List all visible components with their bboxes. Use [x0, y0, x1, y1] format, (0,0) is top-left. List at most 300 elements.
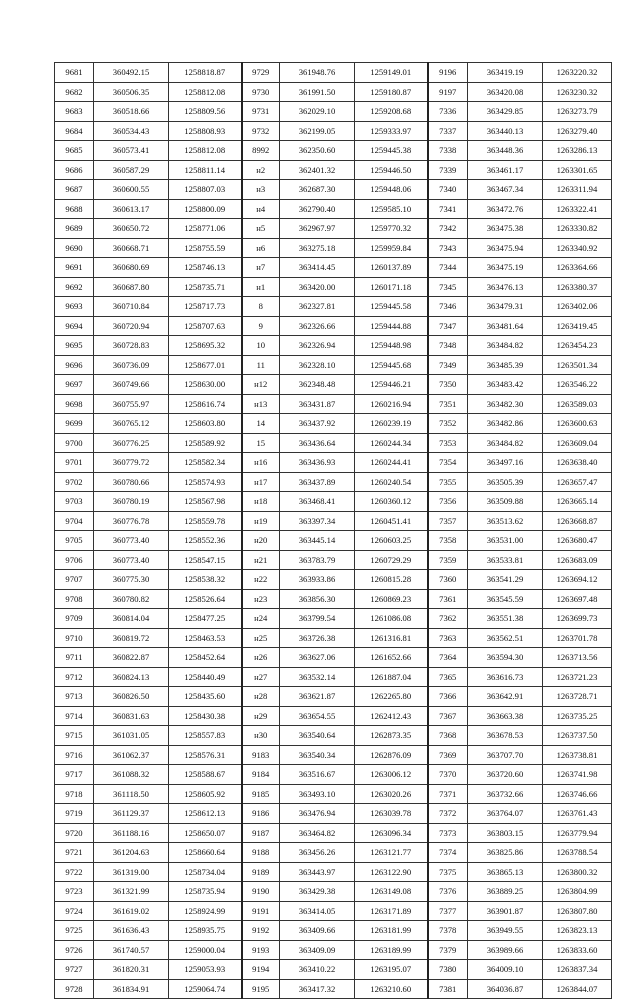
y-coordinate-cell-group1: 1258603.80 [169, 414, 242, 434]
x-coordinate-cell-group2: 363410.22 [280, 960, 355, 980]
y-coordinate-cell-group1: 1258735.71 [169, 277, 242, 297]
y-coordinate-cell-group2: 1259444.88 [355, 316, 428, 336]
table-row [55, 609, 612, 629]
point-number-cell-group2: 9183 [242, 745, 280, 765]
x-coordinate-cell-group1: 360822.87 [94, 648, 169, 668]
y-coordinate-cell-group3: 1263230.32 [543, 82, 612, 102]
x-coordinate-cell-group1: 360780.66 [94, 472, 169, 492]
x-coordinate-cell-group1: 360819.72 [94, 628, 169, 648]
x-coordinate-cell-group3: 363545.59 [468, 589, 543, 609]
point-number-cell-group3: 7343 [428, 238, 468, 258]
x-coordinate-cell-group2: 362327.81 [280, 297, 355, 317]
point-number-cell-group3: 7339 [428, 160, 468, 180]
table-row [55, 199, 612, 219]
point-number-cell-group3: 7348 [428, 336, 468, 356]
point-number-cell-group3: 7361 [428, 589, 468, 609]
x-coordinate-cell-group3: 363479.31 [468, 297, 543, 317]
y-coordinate-cell-group2: 1263171.89 [355, 901, 428, 921]
x-coordinate-cell-group2: 363783.79 [280, 550, 355, 570]
y-coordinate-cell-group1: 1258735.94 [169, 882, 242, 902]
x-coordinate-cell-group3: 363448.36 [468, 141, 543, 161]
point-number-cell-group3: 7371 [428, 784, 468, 804]
table-row [55, 589, 612, 609]
x-coordinate-cell-group1: 360720.94 [94, 316, 169, 336]
point-number-cell-group1: 9707 [55, 570, 94, 590]
y-coordinate-cell-group1: 1259064.74 [169, 979, 242, 999]
point-number-cell-group1: 9682 [55, 82, 94, 102]
y-coordinate-cell-group1: 1258526.64 [169, 589, 242, 609]
x-coordinate-cell-group1: 360613.17 [94, 199, 169, 219]
point-number-cell-group3: 7351 [428, 394, 468, 414]
y-coordinate-cell-group2: 1263149.08 [355, 882, 428, 902]
y-coordinate-cell-group1: 1258755.59 [169, 238, 242, 258]
x-coordinate-cell-group1: 360780.19 [94, 492, 169, 512]
point-number-cell-group3: 7358 [428, 531, 468, 551]
y-coordinate-cell-group2: 1260603.25 [355, 531, 428, 551]
table-row [55, 414, 612, 434]
table-row [55, 492, 612, 512]
x-coordinate-cell-group2: 361948.76 [280, 63, 355, 83]
x-coordinate-cell-group3: 363562.51 [468, 628, 543, 648]
table-row [55, 862, 612, 882]
point-number-cell-group3: 7381 [428, 979, 468, 999]
point-number-cell-group3: 7380 [428, 960, 468, 980]
point-number-cell-group2: н2 [242, 160, 280, 180]
y-coordinate-cell-group1: 1258588.67 [169, 765, 242, 785]
x-coordinate-cell-group3: 363989.66 [468, 940, 543, 960]
point-number-cell-group1: 9709 [55, 609, 94, 629]
table-row [55, 843, 612, 863]
point-number-cell-group2: 9729 [242, 63, 280, 83]
point-number-cell-group3: 7354 [428, 453, 468, 473]
point-number-cell-group2: 10 [242, 336, 280, 356]
table-row [55, 102, 612, 122]
x-coordinate-cell-group2: 363414.45 [280, 258, 355, 278]
y-coordinate-cell-group2: 1259445.58 [355, 297, 428, 317]
y-coordinate-cell-group1: 1258557.83 [169, 726, 242, 746]
table-row [55, 258, 612, 278]
x-coordinate-cell-group1: 360765.12 [94, 414, 169, 434]
point-number-cell-group1: 9687 [55, 180, 94, 200]
point-number-cell-group1: 9721 [55, 843, 94, 863]
y-coordinate-cell-group3: 1263546.22 [543, 375, 612, 395]
y-coordinate-cell-group3: 1263738.81 [543, 745, 612, 765]
point-number-cell-group1: 9699 [55, 414, 94, 434]
x-coordinate-cell-group1: 360814.04 [94, 609, 169, 629]
table-row [55, 316, 612, 336]
table-row [55, 355, 612, 375]
x-coordinate-cell-group1: 361118.50 [94, 784, 169, 804]
y-coordinate-cell-group3: 1263419.45 [543, 316, 612, 336]
point-number-cell-group3: 7345 [428, 277, 468, 297]
point-number-cell-group2: 8 [242, 297, 280, 317]
y-coordinate-cell-group2: 1262412.43 [355, 706, 428, 726]
y-coordinate-cell-group2: 1263122.90 [355, 862, 428, 882]
y-coordinate-cell-group2: 1259208.68 [355, 102, 428, 122]
y-coordinate-cell-group2: 1261887.04 [355, 667, 428, 687]
y-coordinate-cell-group3: 1263501.34 [543, 355, 612, 375]
point-number-cell-group3: 7372 [428, 804, 468, 824]
y-coordinate-cell-group1: 1258574.93 [169, 472, 242, 492]
y-coordinate-cell-group3: 1263823.13 [543, 921, 612, 941]
x-coordinate-cell-group3: 363707.70 [468, 745, 543, 765]
y-coordinate-cell-group3: 1263741.98 [543, 765, 612, 785]
y-coordinate-cell-group3: 1263322.41 [543, 199, 612, 219]
point-number-cell-group1: 9723 [55, 882, 94, 902]
y-coordinate-cell-group1: 1258717.73 [169, 297, 242, 317]
y-coordinate-cell-group3: 1263800.32 [543, 862, 612, 882]
y-coordinate-cell-group3: 1263721.23 [543, 667, 612, 687]
point-number-cell-group2: 9185 [242, 784, 280, 804]
y-coordinate-cell-group3: 1263683.09 [543, 550, 612, 570]
point-number-cell-group3: 7346 [428, 297, 468, 317]
y-coordinate-cell-group2: 1262876.09 [355, 745, 428, 765]
table-row [55, 238, 612, 258]
point-number-cell-group3: 7350 [428, 375, 468, 395]
y-coordinate-cell-group1: 1258924.99 [169, 901, 242, 921]
table-row [55, 804, 612, 824]
table-row [55, 336, 612, 356]
x-coordinate-cell-group2: 362790.40 [280, 199, 355, 219]
point-number-cell-group3: 7356 [428, 492, 468, 512]
y-coordinate-cell-group2: 1259445.38 [355, 141, 428, 161]
point-number-cell-group2: 9192 [242, 921, 280, 941]
point-number-cell-group1: 9700 [55, 433, 94, 453]
x-coordinate-cell-group3: 363732.66 [468, 784, 543, 804]
point-number-cell-group1: 9720 [55, 823, 94, 843]
x-coordinate-cell-group1: 360779.72 [94, 453, 169, 473]
point-number-cell-group2: н23 [242, 589, 280, 609]
x-coordinate-cell-group1: 360680.69 [94, 258, 169, 278]
y-coordinate-cell-group2: 1259585.10 [355, 199, 428, 219]
x-coordinate-cell-group3: 363485.39 [468, 355, 543, 375]
x-coordinate-cell-group2: 363436.93 [280, 453, 355, 473]
y-coordinate-cell-group1: 1258547.15 [169, 550, 242, 570]
x-coordinate-cell-group1: 360492.15 [94, 63, 169, 83]
y-coordinate-cell-group1: 1258677.01 [169, 355, 242, 375]
y-coordinate-cell-group1: 1258935.75 [169, 921, 242, 941]
x-coordinate-cell-group2: 363476.94 [280, 804, 355, 824]
point-number-cell-group3: 7377 [428, 901, 468, 921]
point-number-cell-group3: 7347 [428, 316, 468, 336]
point-number-cell-group2: н6 [242, 238, 280, 258]
point-number-cell-group2: н24 [242, 609, 280, 629]
table-row [55, 570, 612, 590]
point-number-cell-group3: 7374 [428, 843, 468, 863]
point-number-cell-group3: 7368 [428, 726, 468, 746]
point-number-cell-group1: 9696 [55, 355, 94, 375]
y-coordinate-cell-group3: 1263665.14 [543, 492, 612, 512]
point-number-cell-group3: 7366 [428, 687, 468, 707]
x-coordinate-cell-group1: 361321.99 [94, 882, 169, 902]
point-number-cell-group3: 7341 [428, 199, 468, 219]
y-coordinate-cell-group2: 1259333.97 [355, 121, 428, 141]
x-coordinate-cell-group2: 363464.82 [280, 823, 355, 843]
y-coordinate-cell-group3: 1263779.94 [543, 823, 612, 843]
point-number-cell-group3: 7352 [428, 414, 468, 434]
x-coordinate-cell-group1: 360668.71 [94, 238, 169, 258]
point-number-cell-group3: 7376 [428, 882, 468, 902]
y-coordinate-cell-group1: 1258800.09 [169, 199, 242, 219]
coordinates-table [54, 62, 612, 999]
x-coordinate-cell-group2: 363275.18 [280, 238, 355, 258]
point-number-cell-group1: 9706 [55, 550, 94, 570]
y-coordinate-cell-group2: 1261316.81 [355, 628, 428, 648]
y-coordinate-cell-group2: 1260729.29 [355, 550, 428, 570]
x-coordinate-cell-group1: 360749.66 [94, 375, 169, 395]
point-number-cell-group2: 9193 [242, 940, 280, 960]
point-number-cell-group1: 9711 [55, 648, 94, 668]
x-coordinate-cell-group1: 360755.97 [94, 394, 169, 414]
y-coordinate-cell-group3: 1263713.56 [543, 648, 612, 668]
x-coordinate-cell-group2: 363420.00 [280, 277, 355, 297]
x-coordinate-cell-group2: 362401.32 [280, 160, 355, 180]
point-number-cell-group1: 9694 [55, 316, 94, 336]
point-number-cell-group1: 9713 [55, 687, 94, 707]
x-coordinate-cell-group1: 360776.25 [94, 433, 169, 453]
x-coordinate-cell-group2: 363409.09 [280, 940, 355, 960]
table-row [55, 82, 612, 102]
y-coordinate-cell-group2: 1263189.99 [355, 940, 428, 960]
point-number-cell-group2: 9191 [242, 901, 280, 921]
y-coordinate-cell-group1: 1258811.14 [169, 160, 242, 180]
y-coordinate-cell-group3: 1263657.47 [543, 472, 612, 492]
point-number-cell-group2: 9186 [242, 804, 280, 824]
table-row [55, 882, 612, 902]
y-coordinate-cell-group1: 1258616.74 [169, 394, 242, 414]
y-coordinate-cell-group1: 1258477.25 [169, 609, 242, 629]
table-row [55, 940, 612, 960]
y-coordinate-cell-group2: 1260171.18 [355, 277, 428, 297]
x-coordinate-cell-group1: 361619.02 [94, 901, 169, 921]
x-coordinate-cell-group1: 360776.78 [94, 511, 169, 531]
point-number-cell-group1: 9715 [55, 726, 94, 746]
y-coordinate-cell-group2: 1260815.28 [355, 570, 428, 590]
x-coordinate-cell-group2: 363532.14 [280, 667, 355, 687]
point-number-cell-group1: 9717 [55, 765, 94, 785]
point-number-cell-group3: 7369 [428, 745, 468, 765]
point-number-cell-group1: 9727 [55, 960, 94, 980]
table-row [55, 628, 612, 648]
point-number-cell-group2: 9194 [242, 960, 280, 980]
x-coordinate-cell-group1: 361062.37 [94, 745, 169, 765]
y-coordinate-cell-group2: 1263181.99 [355, 921, 428, 941]
point-number-cell-group1: 9722 [55, 862, 94, 882]
y-coordinate-cell-group3: 1263788.54 [543, 843, 612, 863]
y-coordinate-cell-group2: 1263096.34 [355, 823, 428, 843]
table-row [55, 531, 612, 551]
y-coordinate-cell-group1: 1258771.06 [169, 219, 242, 239]
y-coordinate-cell-group1: 1258695.32 [169, 336, 242, 356]
x-coordinate-cell-group1: 360728.83 [94, 336, 169, 356]
point-number-cell-group2: н27 [242, 667, 280, 687]
x-coordinate-cell-group2: 362029.10 [280, 102, 355, 122]
y-coordinate-cell-group2: 1260869.23 [355, 589, 428, 609]
table-row [55, 706, 612, 726]
y-coordinate-cell-group2: 1260216.94 [355, 394, 428, 414]
y-coordinate-cell-group1: 1258440.49 [169, 667, 242, 687]
point-number-cell-group3: 7370 [428, 765, 468, 785]
x-coordinate-cell-group2: 362328.10 [280, 355, 355, 375]
x-coordinate-cell-group3: 363467.34 [468, 180, 543, 200]
y-coordinate-cell-group2: 1259770.32 [355, 219, 428, 239]
point-number-cell-group1: 9703 [55, 492, 94, 512]
point-number-cell-group3: 7340 [428, 180, 468, 200]
y-coordinate-cell-group1: 1258707.63 [169, 316, 242, 336]
y-coordinate-cell-group3: 1263273.79 [543, 102, 612, 122]
point-number-cell-group3: 7355 [428, 472, 468, 492]
x-coordinate-cell-group1: 360710.84 [94, 297, 169, 317]
x-coordinate-cell-group1: 361088.32 [94, 765, 169, 785]
point-number-cell-group3: 7379 [428, 940, 468, 960]
point-number-cell-group1: 9716 [55, 745, 94, 765]
y-coordinate-cell-group3: 1263697.48 [543, 589, 612, 609]
x-coordinate-cell-group2: 362348.48 [280, 375, 355, 395]
table-row [55, 979, 612, 999]
table-row [55, 121, 612, 141]
y-coordinate-cell-group1: 1258538.32 [169, 570, 242, 590]
y-coordinate-cell-group3: 1263402.06 [543, 297, 612, 317]
x-coordinate-cell-group1: 360824.13 [94, 667, 169, 687]
y-coordinate-cell-group3: 1263694.12 [543, 570, 612, 590]
y-coordinate-cell-group2: 1262265.80 [355, 687, 428, 707]
y-coordinate-cell-group2: 1259448.06 [355, 180, 428, 200]
y-coordinate-cell-group2: 1263039.78 [355, 804, 428, 824]
x-coordinate-cell-group3: 363483.42 [468, 375, 543, 395]
table-row [55, 648, 612, 668]
y-coordinate-cell-group3: 1263807.80 [543, 901, 612, 921]
point-number-cell-group3: 7375 [428, 862, 468, 882]
x-coordinate-cell-group2: 363933.86 [280, 570, 355, 590]
point-number-cell-group2: 9189 [242, 862, 280, 882]
point-number-cell-group1: 9714 [55, 706, 94, 726]
y-coordinate-cell-group3: 1263589.03 [543, 394, 612, 414]
x-coordinate-cell-group2: 363621.87 [280, 687, 355, 707]
y-coordinate-cell-group3: 1263380.37 [543, 277, 612, 297]
point-number-cell-group3: 7336 [428, 102, 468, 122]
x-coordinate-cell-group3: 363482.30 [468, 394, 543, 414]
table-row [55, 160, 612, 180]
x-coordinate-cell-group1: 360736.09 [94, 355, 169, 375]
y-coordinate-cell-group3: 1263668.87 [543, 511, 612, 531]
point-number-cell-group2: 9730 [242, 82, 280, 102]
x-coordinate-cell-group2: 363414.05 [280, 901, 355, 921]
point-number-cell-group2: н4 [242, 199, 280, 219]
x-coordinate-cell-group1: 361129.37 [94, 804, 169, 824]
point-number-cell-group1: 9689 [55, 219, 94, 239]
y-coordinate-cell-group3: 1263330.82 [543, 219, 612, 239]
point-number-cell-group2: 9195 [242, 979, 280, 999]
point-number-cell-group1: 9691 [55, 258, 94, 278]
x-coordinate-cell-group3: 363764.07 [468, 804, 543, 824]
x-coordinate-cell-group3: 363472.76 [468, 199, 543, 219]
point-number-cell-group2: н3 [242, 180, 280, 200]
x-coordinate-cell-group1: 361188.16 [94, 823, 169, 843]
y-coordinate-cell-group3: 1263220.32 [543, 63, 612, 83]
point-number-cell-group3: 9196 [428, 63, 468, 83]
y-coordinate-cell-group1: 1258567.98 [169, 492, 242, 512]
point-number-cell-group1: 9728 [55, 979, 94, 999]
y-coordinate-cell-group3: 1263737.50 [543, 726, 612, 746]
y-coordinate-cell-group2: 1260360.12 [355, 492, 428, 512]
y-coordinate-cell-group3: 1263701.78 [543, 628, 612, 648]
x-coordinate-cell-group2: 363437.92 [280, 414, 355, 434]
y-coordinate-cell-group1: 1258660.64 [169, 843, 242, 863]
x-coordinate-cell-group1: 360773.40 [94, 531, 169, 551]
y-coordinate-cell-group1: 1258612.13 [169, 804, 242, 824]
x-coordinate-cell-group2: 363799.54 [280, 609, 355, 629]
x-coordinate-cell-group2: 363456.26 [280, 843, 355, 863]
point-number-cell-group2: н16 [242, 453, 280, 473]
x-coordinate-cell-group1: 360773.40 [94, 550, 169, 570]
point-number-cell-group1: 9690 [55, 238, 94, 258]
point-number-cell-group2: 8992 [242, 141, 280, 161]
y-coordinate-cell-group3: 1263837.34 [543, 960, 612, 980]
x-coordinate-cell-group3: 363482.86 [468, 414, 543, 434]
table-row [55, 823, 612, 843]
y-coordinate-cell-group3: 1263804.99 [543, 882, 612, 902]
y-coordinate-cell-group3: 1263279.40 [543, 121, 612, 141]
y-coordinate-cell-group1: 1258576.31 [169, 745, 242, 765]
y-coordinate-cell-group2: 1259959.84 [355, 238, 428, 258]
x-coordinate-cell-group2: 363654.55 [280, 706, 355, 726]
x-coordinate-cell-group2: 363856.30 [280, 589, 355, 609]
y-coordinate-cell-group2: 1259446.21 [355, 375, 428, 395]
x-coordinate-cell-group3: 363497.16 [468, 453, 543, 473]
point-number-cell-group2: н12 [242, 375, 280, 395]
x-coordinate-cell-group3: 363429.85 [468, 102, 543, 122]
point-number-cell-group2: н30 [242, 726, 280, 746]
y-coordinate-cell-group1: 1258809.56 [169, 102, 242, 122]
x-coordinate-cell-group3: 363551.38 [468, 609, 543, 629]
point-number-cell-group2: н22 [242, 570, 280, 590]
point-number-cell-group3: 9197 [428, 82, 468, 102]
x-coordinate-cell-group3: 363663.38 [468, 706, 543, 726]
point-number-cell-group1: 9685 [55, 141, 94, 161]
y-coordinate-cell-group3: 1263699.73 [543, 609, 612, 629]
y-coordinate-cell-group1: 1258552.36 [169, 531, 242, 551]
point-number-cell-group2: 9184 [242, 765, 280, 785]
x-coordinate-cell-group3: 364009.10 [468, 960, 543, 980]
table-row [55, 180, 612, 200]
x-coordinate-cell-group3: 363475.94 [468, 238, 543, 258]
table-row [55, 550, 612, 570]
y-coordinate-cell-group2: 1259448.98 [355, 336, 428, 356]
point-number-cell-group3: 7349 [428, 355, 468, 375]
x-coordinate-cell-group2: 363436.64 [280, 433, 355, 453]
x-coordinate-cell-group2: 363431.87 [280, 394, 355, 414]
point-number-cell-group2: н18 [242, 492, 280, 512]
x-coordinate-cell-group2: 363445.14 [280, 531, 355, 551]
y-coordinate-cell-group2: 1260240.54 [355, 472, 428, 492]
x-coordinate-cell-group3: 363803.15 [468, 823, 543, 843]
x-coordinate-cell-group2: 361991.50 [280, 82, 355, 102]
x-coordinate-cell-group3: 364036.87 [468, 979, 543, 999]
point-number-cell-group3: 7378 [428, 921, 468, 941]
table-row [55, 63, 612, 83]
x-coordinate-cell-group3: 363720.60 [468, 765, 543, 785]
point-number-cell-group2: 9731 [242, 102, 280, 122]
y-coordinate-cell-group1: 1258808.93 [169, 121, 242, 141]
x-coordinate-cell-group2: 363540.64 [280, 726, 355, 746]
y-coordinate-cell-group1: 1258812.08 [169, 141, 242, 161]
table-row [55, 960, 612, 980]
x-coordinate-cell-group3: 363440.13 [468, 121, 543, 141]
point-number-cell-group2: 11 [242, 355, 280, 375]
point-number-cell-group1: 9684 [55, 121, 94, 141]
table-row [55, 921, 612, 941]
table-row [55, 687, 612, 707]
